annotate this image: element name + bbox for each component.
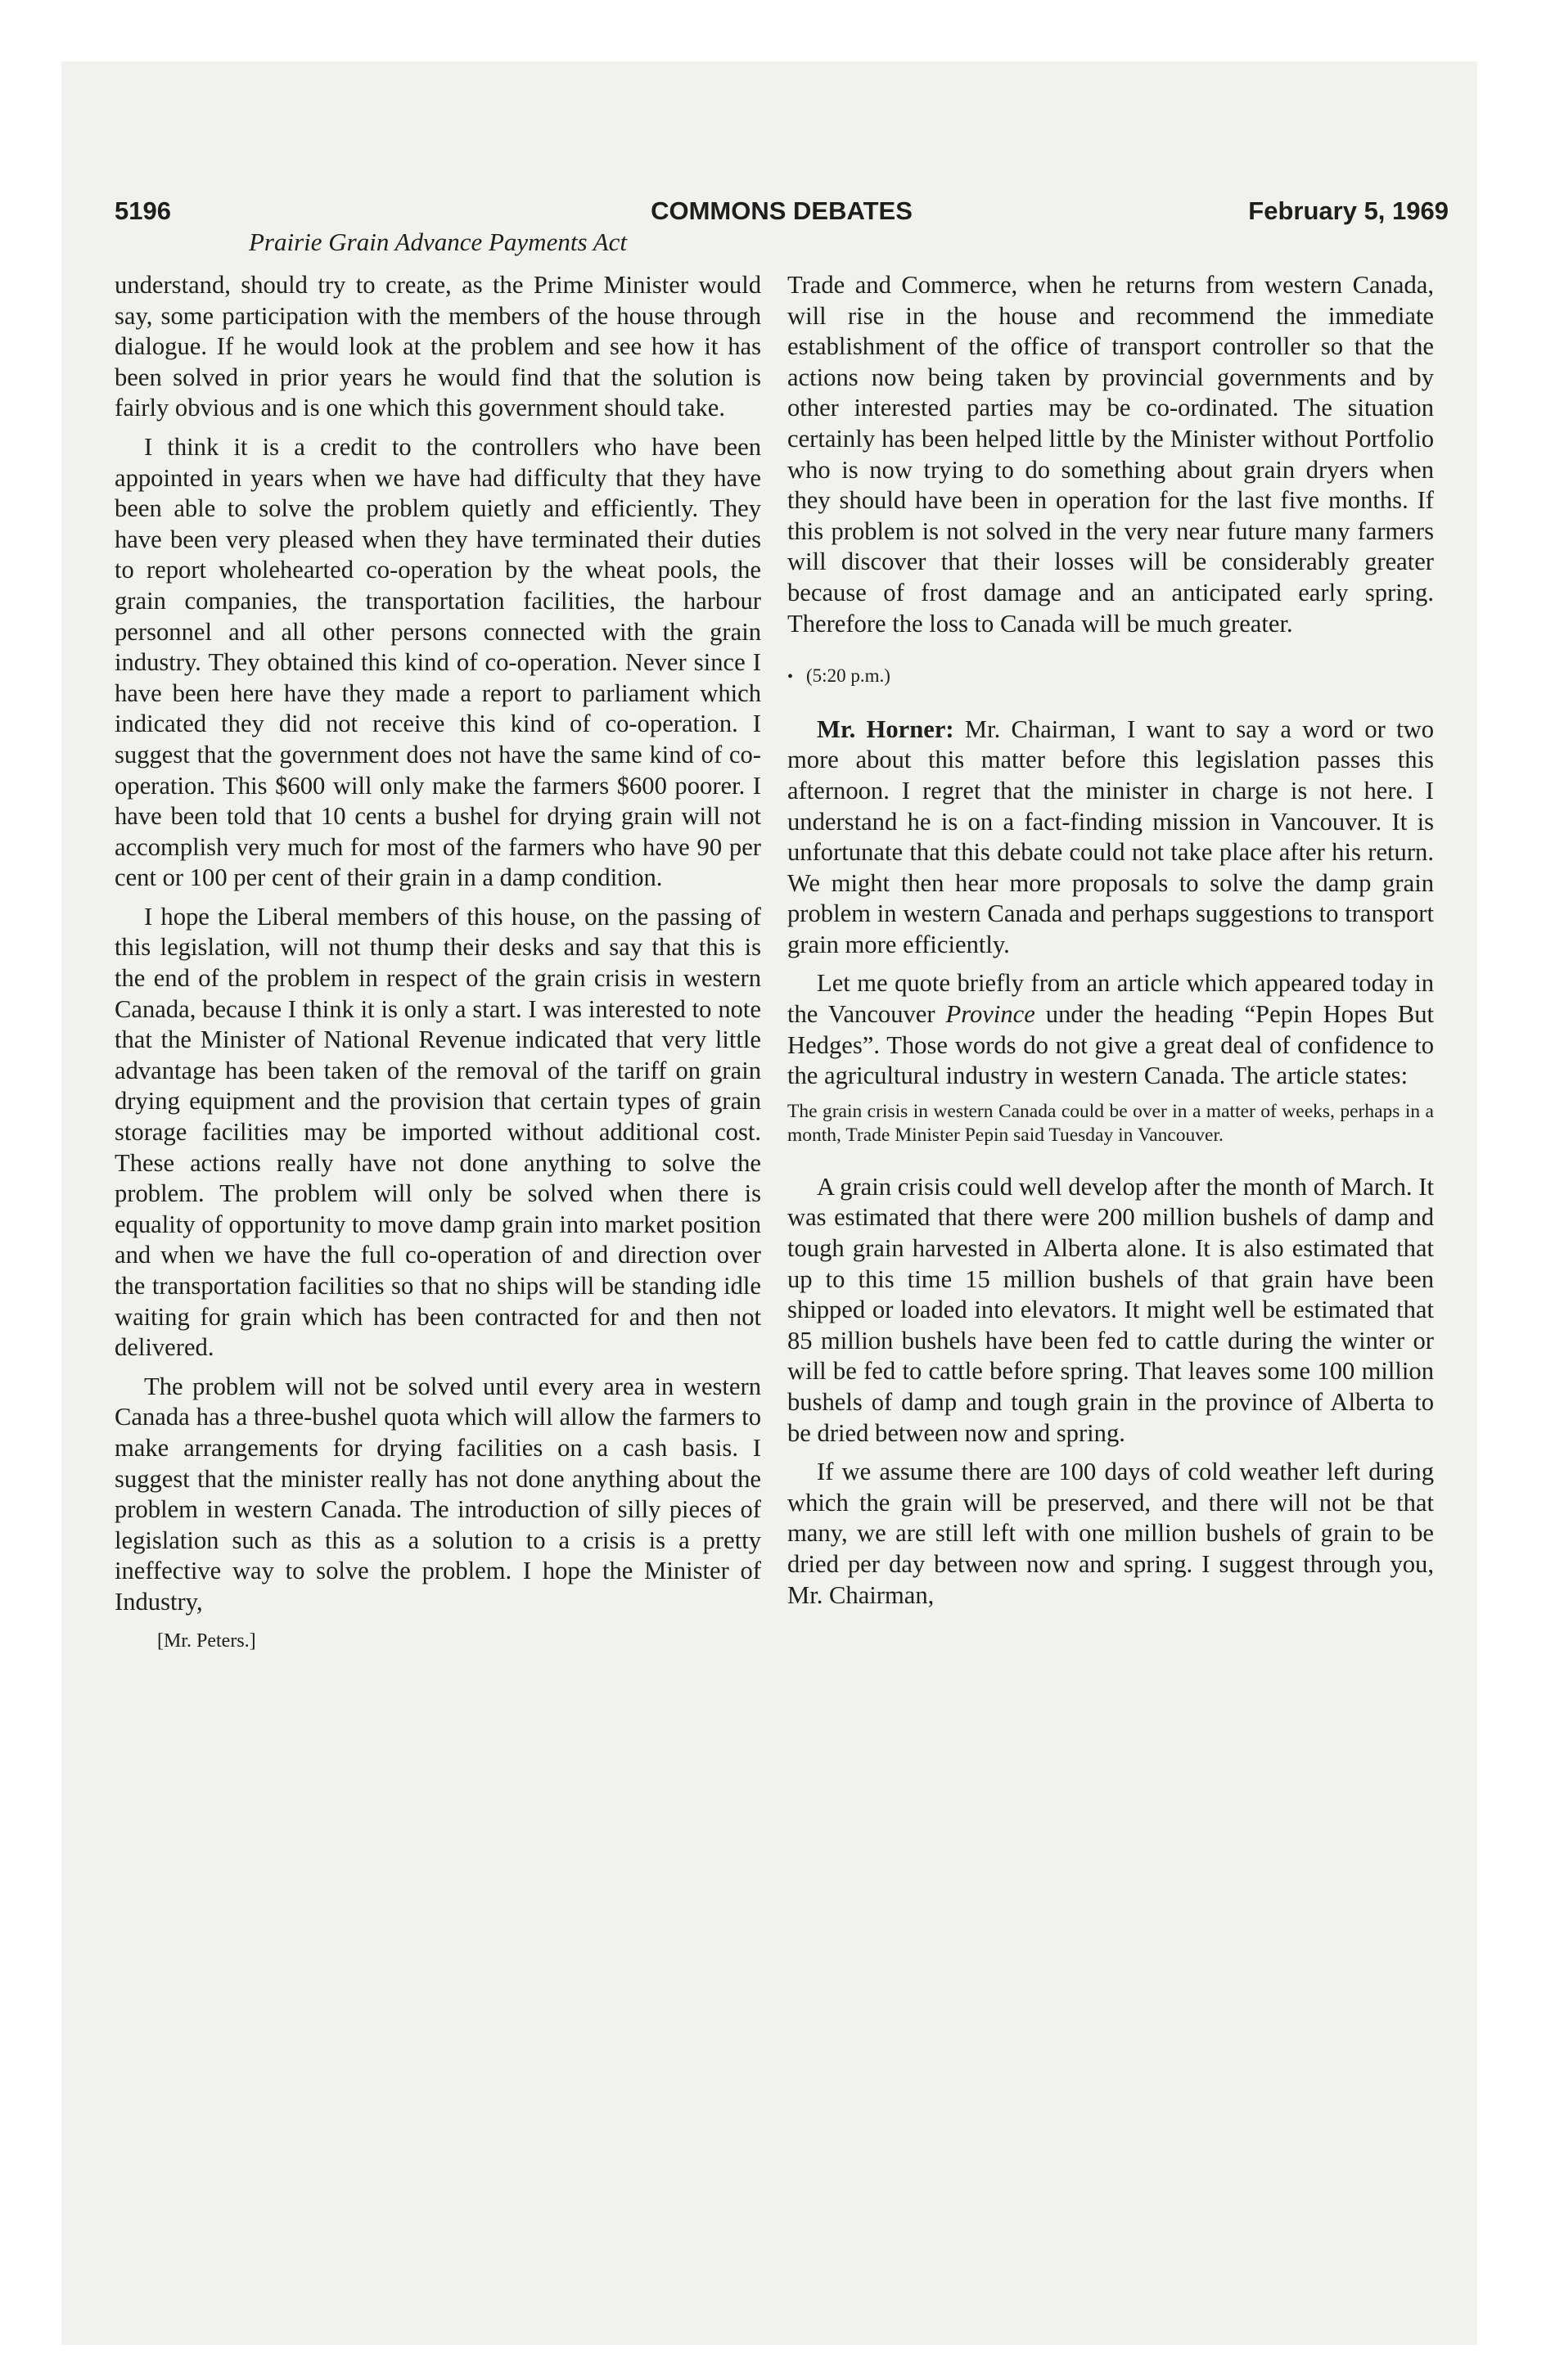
running-subheading: Prairie Grain Advance Payments Act xyxy=(248,228,628,256)
bullet-icon: • xyxy=(787,668,794,687)
publication-date: February 5, 1969 xyxy=(1248,196,1449,225)
speech-text: Mr. Chairman, I want to say a word or two more about this matter before this legislation passes this afternoon. I regret that the minister in charge is not here. I understand he is on a fact-finding mission in Vancouver. It is unfortunate that this debate could not take place after his return. We might then hear more proposals to solve the damp grain problem in western Canada and perhaps suggestions to transport grain more efficiently. xyxy=(787,714,1435,958)
time-stamp-text: (5:20 p.m.) xyxy=(806,665,890,687)
paragraph: I hope the Liberal members of this house, on the passing of this legislation, will not thump their desks and say that this is the end of the problem in respect of the grain crisis in western Canada, because I think it is only a start. I was interested to note that the Minister of National Revenue indicated that very little advantage has been taken of the removal of the tariff on grain drying equipment and the provision that certain types of grain storage facilities may be imported without additional cost. These actions really have not done anything to solve the problem. The problem will only be solved when there is equality of opportunity to move damp grain into market position and when we have the full co-operation of and direction over the transportation facilities so that no ships will be standing idle waiting for grain which has been contracted for and then not delivered. xyxy=(115,902,761,1362)
paragraph: The problem will not be solved until every area in western Canada has a three-bushel quota which will allow the farmers to make arrangements for drying facilities on a cash basis. I suggest that the minister really has not done anything about the problem in western Canada. The introduction of silly pieces of legislation such as this as a solution to a crisis is a pretty ineffective way to solve the problem. I hope the Minister of Industry, xyxy=(115,1372,761,1616)
paragraph: A grain crisis could well develop after the month of March. It was estimated that there were 200 million bushels of damp and tough grain harvested in Alberta alone. It is also estimated that up to this time 15 million bushels of that grain have been shipped or loaded into elevators. It might well be estimated that 85 million bushels have been fed to cattle during the winter or will be fed to cattle before spring. That leaves some 100 million bushels of damp and tough grain in the province of Alberta to be dried between now and spring. xyxy=(787,1172,1434,1447)
paragraph xyxy=(787,968,1434,1091)
publication-title: COMMONS DEBATES xyxy=(651,196,913,225)
speaker-name: Mr. Horner: xyxy=(817,714,954,743)
paragraph: I think it is a credit to the controllers who have been appointed in years when we have had difficulty that they have been able to solve the problem quietly and efficiently. They have been very pleased when they have terminated their duties to report wholehearted co-operation by the wheat pools, the grain companies, the transportation facilities, the harbour personnel and all other persons connected with the grain industry. They obtained this kind of co-operation. Never since I have been here have they made a report to parliament which indicated they did not receive this kind of co-operation. I suggest that the government does not have the same kind of co-operation. This $600 will only make the farmers $600 poorer. I have been told that 10 cents a bushel for drying grain will not accomplish very much for most of the farmers who have 90 per cent or 100 per cent of their grain in a damp condition. xyxy=(115,432,761,892)
speech xyxy=(787,714,1434,961)
right-column xyxy=(787,270,1434,1619)
paragraph: understand, should try to create, as the Prime Minister would say, some participation with the members of the house through dialogue. If he would look at the problem and see how it has been solved in prior years he would find that the solution is fairly obvious and is one which this government should take. xyxy=(115,271,761,422)
page-number: 5196 xyxy=(115,196,171,225)
paragraph-text: under the heading “Pepin Hopes But Hedges”. Those words do not give a great deal of confidence to the agricultural industry in western Canada. The article states: xyxy=(787,1000,1434,1090)
paragraph: If we assume there are 100 days of cold weather left during which the grain will be preserved, and there will not be that many, we are still left with one million bushels of grain to be dried per day between now and spring. I suggest through you, Mr. Chairman, xyxy=(787,1458,1434,1609)
left-column xyxy=(115,270,761,1665)
newspaper-name: Province xyxy=(945,1000,1035,1029)
paragraph: Trade and Commerce, when he returns from western Canada, will rise in the house and recommend the immediate establishment of the office of transport controller so that the actions now being taken by provincial governments and by other interested parties may be co-ordinated. The situation certainly has been helped little by the Minister without Portfolio who is now trying to do something about grain dryers when they should have been in operation for the last five months. If this problem is not solved in the very near future many farmers will discover that their losses will be considerably greater because of frost damage and an anticipated early spring. Therefore the loss to Canada will be much greater. xyxy=(787,271,1434,638)
time-stamp xyxy=(787,660,1434,693)
paragraph-text: Let me quote briefly from an article which appeared today in the Vancouver xyxy=(787,969,1434,1029)
speaker-attribution: [Mr. Peters.] xyxy=(157,1629,256,1652)
quotation: The grain crisis in western Canada could be over in a matter of weeks, perhaps in a month, Trade Minister Pepin said Tuesday in Vancouver. xyxy=(787,1100,1434,1146)
